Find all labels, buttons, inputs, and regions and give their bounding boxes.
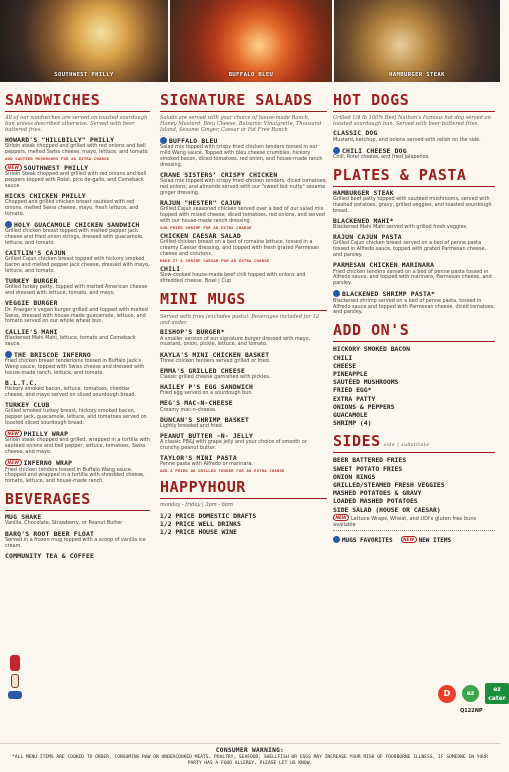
addon-item: ONIONS & PEPPERS bbox=[333, 402, 395, 411]
addon-item: PINEAPPLE bbox=[333, 369, 368, 378]
addon-item: FRIED EGG* bbox=[333, 386, 372, 395]
mini-mugs-title: MINI MUGS bbox=[160, 290, 327, 311]
item-description: Chopped and grilled chicken breast sautéed with red onions, melted Swiss cheese, mayo, fresh lettuce, and tomato. bbox=[5, 199, 139, 217]
item-description: Mustard, ketchup, and onions served with relish on the side. bbox=[333, 136, 481, 143]
side-item: ONION RINGS bbox=[333, 472, 376, 481]
item-name-text: BARQ'S ROOT BEER FLOAT bbox=[5, 529, 95, 538]
item-name-text: CAITLIN'S CAJUN bbox=[5, 249, 66, 258]
item-description: Classic grilled cheese garnished with pickles. bbox=[160, 374, 271, 381]
menu-item bbox=[333, 290, 495, 316]
item-description: Sirloin steak chopped and grilled, wrapped in a tortilla with sautéed onions and bell pepper, lettuce, tomatoes, Swiss cheese, and mayo. bbox=[5, 437, 150, 456]
item-name-text: BUFFALO BLEU bbox=[169, 136, 218, 145]
menu-item bbox=[160, 384, 327, 397]
menu-item bbox=[5, 329, 150, 348]
item-description: Chili, Rotel cheese, and fried jalapeños. bbox=[333, 153, 430, 160]
menu-item bbox=[333, 130, 495, 143]
legend-new: NEW NEW ITEMS bbox=[401, 536, 452, 544]
mugs-favorite-icon bbox=[5, 351, 12, 358]
salads-intro: Salads are served with your choice of house-made Ranch, Honey Mustard, Bleu Cheese, Balsamic Vinaigrette, Thousand Island, Sesame Ginger, Caesar or Fat Free Ranch bbox=[160, 115, 322, 134]
menu-item bbox=[160, 200, 327, 230]
doordash-logo-icon: D bbox=[438, 685, 456, 703]
mini-mugs-list bbox=[160, 329, 327, 473]
item-name-text: HAILEY P'S EGG SANDWICH bbox=[160, 383, 254, 392]
sides-subtitle: side | substitute bbox=[383, 443, 430, 449]
menu-item bbox=[5, 402, 150, 427]
hotdog-list bbox=[333, 130, 495, 160]
header-photos bbox=[0, 0, 500, 82]
item-description: Blackened shrimp served on a bed of penne pasta, tossed in Alfredo sauce and topped with Parmesan cheese, diced tomatoes, and parsley. bbox=[333, 297, 495, 316]
ez-logo-icon: ez bbox=[462, 685, 479, 702]
item-description: Dr. Praeger's vegan burger grilled and topped with melted Swiss, dressed with house-made guacamole, lettuce, and tomato served on our whole wheat bun. bbox=[5, 306, 148, 325]
menu-item bbox=[5, 300, 150, 325]
photo-caption: HAMBURGER STEAK bbox=[389, 72, 445, 78]
item-name-text: CHILI bbox=[160, 264, 181, 273]
item-description: Grilled Cajun chicken breast topped with hickory smoked bacon and melted pepper jack cheese, dressed with mayo, lettuce, and tomato. bbox=[5, 256, 150, 275]
item-description: Lightly breaded and fried. bbox=[160, 422, 224, 429]
salad-list bbox=[160, 137, 327, 285]
new-badge: NEW bbox=[5, 430, 22, 437]
root-beer-bottle-icon bbox=[11, 674, 19, 688]
item-name-text: CALLIE'S MAHI bbox=[5, 327, 58, 336]
item-description: Blackened Mahi Mahi, lettuce, tomato and Comeback sauce. bbox=[5, 334, 136, 347]
addon-item: CHILI bbox=[333, 353, 353, 362]
side-item: MASHED POTATOES & GRAVY bbox=[333, 489, 422, 498]
plates-list bbox=[333, 190, 495, 317]
menu-item bbox=[160, 233, 327, 263]
southwest-philly-photo bbox=[0, 0, 168, 82]
menu-item bbox=[160, 352, 327, 365]
new-badge: NEW bbox=[5, 164, 22, 171]
addon-item: HICKORY SMOKED BACON bbox=[333, 345, 410, 354]
side-item: SIDE SALAD (HOUSE OR CAESAR) bbox=[333, 505, 441, 514]
addon-list bbox=[333, 345, 495, 427]
item-name-text: INFERNO WRAP bbox=[23, 459, 73, 468]
item-name-text: EMMA'S GRILLED CHEESE bbox=[160, 366, 245, 375]
column-sandwiches bbox=[5, 91, 150, 563]
sides-list bbox=[333, 456, 495, 513]
item-note: SUB FRIED SHRIMP FOR AN EXTRA CHARGE bbox=[160, 224, 252, 230]
item-name-text: B.L.T.C. bbox=[5, 378, 38, 387]
menu-item bbox=[160, 137, 327, 169]
menu-item bbox=[333, 190, 495, 215]
item-note: ADD A FRIED OR GRILLED TENDER FOR AN EXTRA CHARGE bbox=[160, 468, 285, 474]
beverage-list bbox=[5, 514, 150, 560]
mini-mugs-intro: Served with fries (excludes pasta). Beverages included for 12 and under. bbox=[160, 313, 320, 327]
item-description: A smaller version of our signature burger dressed with mayo, mustard, onion, pickle, lettuce, and tomato. bbox=[160, 335, 311, 348]
happyhour-list bbox=[160, 512, 327, 537]
menu-item bbox=[160, 368, 327, 381]
item-description: Grilled smoked turkey breast, hickory smoked bacon, pepper jack, guacamole, lettuce, and tomatoes served on toasted sliced sourdough bread. bbox=[5, 408, 147, 427]
item-description: Sirloin steak chopped and grilled with red onions and bell peppers, melted Swiss cheese, mayo, lettuce, and tomato. bbox=[5, 142, 149, 155]
hamburger-steak-photo bbox=[334, 0, 500, 82]
salads-title: SIGNATURE SALADS bbox=[160, 91, 327, 112]
photo-caption: SOUTHWEST PHILLY bbox=[54, 72, 114, 78]
item-name-text: CLASSIC DOG bbox=[333, 129, 378, 138]
item-description: Creamy mac-n-cheese. bbox=[160, 406, 217, 413]
item-description: Salad mix topped with crispy fried chicken tenders tossed in our mild Wang sauce. Topped with bleu cheese crumbles, hickory smoked bacon, diced tomatoes, red onion, and house-made ranch dressing. bbox=[160, 143, 323, 168]
item-name-text: BLACKENED MAHI* bbox=[333, 216, 394, 225]
gluten-free-note: NEW Lettuce Wraps, Wheat, and UDI's gluten free buns available bbox=[333, 514, 477, 529]
menu-item bbox=[333, 262, 495, 287]
mugs-favorite-icon bbox=[333, 147, 340, 154]
item-description: Salad mix topped with crispy fried chicken tenders, diced tomatoes, red onions, and almonds served with our "sweet but nutty" sesame ginger dressing. bbox=[160, 177, 327, 196]
item-description: Hickory smoked bacon, lettuce, tomatoes, cheddar cheese, and mayo served on sliced sourdough bread. bbox=[5, 386, 137, 398]
menu-item bbox=[5, 351, 150, 377]
menu-item bbox=[5, 137, 150, 161]
item-description: Grilled turkey patty, topped with melted American cheese and dressed with lettuce, tomato, and mayo. bbox=[5, 284, 148, 297]
column-salads bbox=[160, 91, 327, 536]
divider bbox=[333, 530, 495, 531]
item-name-text: BLACKENED SHRIMP PASTA* bbox=[342, 290, 436, 299]
menu-item bbox=[333, 218, 495, 231]
consumer-warning bbox=[0, 743, 500, 772]
item-name-text: PHILLY WRAP bbox=[23, 430, 69, 439]
new-badge: NEW bbox=[333, 514, 349, 521]
menu-item bbox=[5, 221, 150, 247]
menu-item bbox=[5, 164, 150, 190]
menu-item bbox=[5, 250, 150, 275]
addon-item: GUACAMOLE bbox=[333, 410, 368, 419]
menu-item bbox=[160, 172, 327, 197]
mugs-favorite-icon bbox=[5, 221, 12, 228]
item-name-text: HAMBURGER STEAK bbox=[333, 188, 394, 197]
addon-item: SHRIMP (4) bbox=[333, 419, 372, 428]
plates-title: PLATES & PASTA bbox=[333, 166, 495, 187]
menu-item bbox=[333, 147, 495, 161]
mugs-favorite-icon bbox=[333, 536, 340, 543]
item-note: ADD SAUTÉED MUSHROOMS FOR AN EXTRA CHARGE bbox=[5, 155, 110, 161]
menu-item bbox=[333, 234, 495, 259]
happyhour-item: 1/2 PRICE WELL DRINKS bbox=[160, 519, 241, 528]
item-description: Grilled Cajun chicken breast served on a bed of penne pasta tossed in Alfredo sauce, topped with grated Parmesan cheese, and parsley. bbox=[333, 240, 487, 259]
item-name-text: HOWARD'S "HILLBILLY" PHILLY bbox=[5, 135, 115, 144]
item-description: Sirloin Steak chopped and grilled with red onions and bell peppers topped with Rotel, pico de-gallo, and Comeback sauce bbox=[5, 171, 147, 189]
item-name-text: PARMESAN CHICKEN MARINARA bbox=[333, 261, 435, 270]
item-name-text: MUG SHAKE bbox=[5, 513, 42, 522]
photo-caption: BUFFALO BLEU bbox=[228, 72, 274, 78]
item-description: Fried chicken tenders tossed in Buffalo Wang sauce, chopped and wrapped in a tortilla with shredded cheese, tomato, lettuce, and house-made ranch. bbox=[5, 466, 145, 485]
happyhour-item: 1/2 PRICE HOUSE WINE bbox=[160, 527, 237, 536]
addon-item: EXTRA PATTY bbox=[333, 394, 376, 403]
item-description: Served in a frozen mug topped with a scoop of vanilla ice cream. bbox=[5, 536, 146, 549]
item-name bbox=[5, 553, 150, 560]
menu-item bbox=[160, 400, 327, 413]
side-item: LOADED MASHED POTATOES bbox=[333, 497, 418, 506]
menu-item bbox=[160, 433, 327, 452]
beverages-title: BEVERAGES bbox=[5, 490, 150, 511]
item-name-text: CHILI CHEESE DOG bbox=[342, 146, 407, 155]
side-item: BEER BATTERED FRIES bbox=[333, 456, 407, 465]
item-note: MAKE IT A SHRIMP CAESAR FOR AN EXTRA CHARGE bbox=[160, 257, 270, 263]
item-description: Grilled beef patty topped with sautéed mushrooms, served with mashed potatoes, gravy, grilled veggies, and toasted sourdough bread. bbox=[333, 196, 492, 214]
item-description: Grilled chicken breast on a bed of romaine lettuce, tossed in a creamy Caesar dressing, and topped with fresh grated Parmesan cheese and croutons. bbox=[160, 239, 320, 257]
sandwiches-intro: All of our sandwiches are served on toasted sourdough bun unless described otherwise. Served with beer battered fries. bbox=[5, 115, 148, 134]
delivery-logos bbox=[438, 683, 509, 704]
soda-can-icon bbox=[10, 655, 20, 671]
addon-item: SAUTÉED MUSHROOMS bbox=[333, 378, 399, 387]
item-description: Vanilla, Chocolate, Strawberry, or Peanut Butter bbox=[5, 520, 123, 527]
side-item: GRILLED/STEAMED FRESH VEGGIES bbox=[333, 481, 445, 489]
item-description: Fried egg served on a sourdough bun. bbox=[160, 390, 253, 397]
item-description: Fried chicken breast tenderloins tossed in Buffalo Jack's Wang sauce, topped with Swiss cheese and dressed with house-made ranch, lettuce, and tomato. bbox=[5, 357, 145, 376]
menu-item bbox=[5, 531, 150, 550]
item-description: A classic PB&J with grape jelly and your choice of smooth or crunchy peanut butter. bbox=[160, 439, 307, 452]
menu-item bbox=[160, 266, 327, 285]
item-name-text: TURKEY CLUB bbox=[5, 401, 50, 410]
item-name-text: TURKEY BURGER bbox=[5, 277, 58, 286]
sides-title: SIDES bbox=[333, 432, 381, 451]
buffalo-bleu-photo bbox=[170, 0, 332, 82]
item-description: Grilled chicken breast topped with melted pepper jack cheese and fried onion strings, dressed with guacamole, lettuce, and tomato. bbox=[5, 228, 144, 247]
warning-title: CONSUMER WARNING: bbox=[215, 747, 285, 754]
item-description: Grilled Cajun seasoned chicken served over a bed of our salad mix topped with mixed cheese, diced tomatoes, red onions, and served with our house-made ranch dressing. bbox=[160, 205, 325, 224]
sides-header bbox=[333, 432, 495, 453]
coffee-brand-icon bbox=[8, 691, 22, 699]
menu-item bbox=[5, 514, 150, 527]
item-name-text: RAJUN "HESTER" CAJUN bbox=[160, 198, 241, 207]
item-name-text: RAJUN CAJUN PASTA bbox=[333, 233, 402, 242]
menu-legend bbox=[333, 536, 495, 544]
item-description: Penne pasta with Alfredo or marinara. bbox=[160, 461, 253, 468]
menu-code: Q122NP bbox=[460, 708, 483, 714]
item-name-text: KAYLA'S MINI CHICKEN BASKET bbox=[160, 350, 270, 359]
menu-item bbox=[5, 193, 150, 218]
warning-text: *ALL MENU ITEMS ARE COOKED TO ORDER. CONSUMING RAW OR UNDERCOOKED MEATS, POULTRY, SEAFOOD, SHELLFISH OR EGGS MAY INCREASE YOUR RISK OF FOODBORNE ILLNESS, IF SOMEONE IN YOUR PARTY HAS A FOOD ALLERGY, PLEASE LET US KNOW. bbox=[12, 755, 488, 766]
addons-title: ADD ON'S bbox=[333, 321, 495, 342]
happyhour-intro: monday - friday | 3pm - 6pm bbox=[160, 502, 234, 509]
item-name-text: THE BRISCOE INFERNO bbox=[14, 350, 91, 359]
menu-item bbox=[160, 417, 327, 430]
menu-item bbox=[5, 380, 150, 399]
mugs-favorite-icon bbox=[333, 290, 340, 297]
menu-item bbox=[5, 278, 150, 297]
item-name-text: TAYLOR'S MINI PASTA bbox=[160, 454, 237, 463]
mugs-favorite-icon bbox=[160, 137, 167, 144]
item-name-text: BISHOP'S BURGER* bbox=[160, 328, 225, 337]
item-description: Slow-cooked house-made beef chili topped with onions and shredded cheese. Bowl | Cup bbox=[160, 272, 306, 285]
sandwich-list bbox=[5, 137, 150, 486]
menu-item bbox=[160, 455, 327, 473]
new-badge: NEW bbox=[401, 536, 417, 543]
new-badge: NEW bbox=[5, 459, 22, 466]
item-description: Blackened Mahi Mahi served with grilled fresh veggies. bbox=[333, 224, 468, 231]
hotdogs-intro: Grilled 1/4 lb 100% Beef Nathan's Famous hot dog served on toasted sourdough bun. Served with beer battered fries. bbox=[333, 115, 491, 128]
item-name-text: HOLY GUACAMOLE CHICKEN SANDWICH bbox=[14, 221, 140, 230]
item-description: Three chicken tenders served grilled or fried. bbox=[160, 357, 271, 364]
item-name-text: CHICKEN CAESAR SALAD bbox=[160, 231, 241, 240]
item-name-text: DUNCAN'S SHRIMP BASKET bbox=[160, 415, 250, 424]
menu-item bbox=[5, 459, 150, 485]
item-description: Fried chicken tenders served on a bed of penne pasta tossed in Alfredo sauce, and topped with marinara, Parmesan cheese, and parsley. bbox=[333, 268, 492, 287]
menu-item bbox=[5, 430, 150, 456]
happyhour-title: HAPPYHOUR bbox=[160, 478, 327, 499]
menu-item bbox=[160, 329, 327, 348]
column-hotdogs bbox=[333, 91, 495, 544]
item-name-text: COMMUNITY TEA & COFFEE bbox=[5, 551, 95, 560]
item-name-text: CRANE SISTERS' CRISPY CHICKEN bbox=[160, 170, 278, 179]
item-name-text: HICKS CHICKEN PHILLY bbox=[5, 191, 86, 200]
happyhour-item: 1/2 PRICE DOMESTIC DRAFTS bbox=[160, 511, 257, 520]
side-item: SWEET POTATO FRIES bbox=[333, 464, 403, 473]
item-name-text: PEANUT BUTTER -N- JELLY bbox=[160, 432, 254, 441]
hotdogs-title: HOT DOGS bbox=[333, 91, 495, 112]
item-name-text: SOUTHWEST PHILLY bbox=[23, 163, 89, 172]
addon-item: CHEESE bbox=[333, 361, 357, 370]
ezcater-logo-icon: ez cater bbox=[485, 683, 509, 704]
menu-item bbox=[5, 553, 150, 560]
item-name-text: MEG'S MAC-N-CHEESE bbox=[160, 399, 233, 408]
sandwiches-title: SANDWICHES bbox=[5, 91, 150, 112]
beverage-logos bbox=[5, 655, 25, 699]
item-name-text: VEGGIE BURGER bbox=[5, 299, 58, 308]
legend-favorites: MUGS FAVORITES bbox=[333, 536, 393, 544]
